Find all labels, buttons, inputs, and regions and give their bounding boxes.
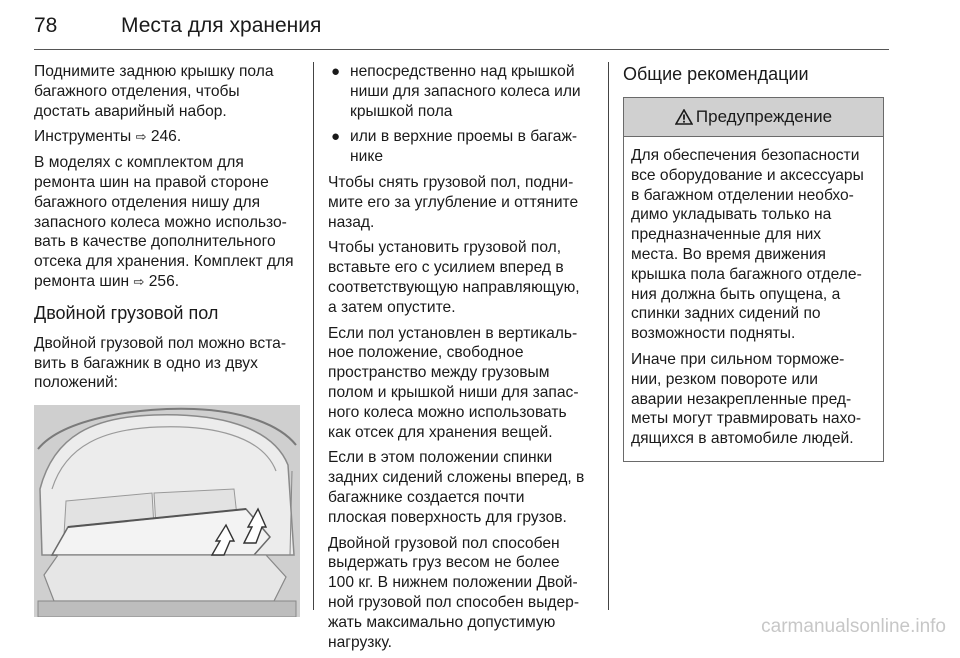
warning-body: [624, 137, 883, 461]
page-header: [34, 10, 889, 50]
tools-reference: Инструменты ⇨ 246.: [34, 128, 182, 146]
page-link[interactable]: 246.: [150, 128, 182, 146]
paragraph: Двойной грузовой пол способен выдержать груз весом не более 100 кг. В нижнем положении Двой- ной грузовой пол способен выдер- жать максимально допустимую нагрузку.: [328, 534, 580, 651]
list-item: ● непосредственно над крышкой ниши для запасного колеса или крышкой пола: [331, 63, 581, 120]
page-number: 78: [34, 14, 58, 37]
page-link[interactable]: 256.: [148, 272, 180, 290]
paragraph: Для обеспечения безопасности все оборудование и аксессуары в багажном отделении необхо- димо укладывать только на предназначенные для них места. Во время движения крышка пола багажного отделе- ния должна быть опущена, а спинки задних сидений по возможности подняты.: [631, 147, 864, 343]
watermark: carmanualsonline.info: [761, 616, 946, 637]
column-middle: [328, 62, 600, 658]
warning-title: Предупреждение: [695, 107, 833, 127]
paragraph: В моделях с комплектом для ремонта шин на правой стороне багажного отделения нишу для запасного колеса можно использо- вать в качестве дополнительного отсека для хранения. Комплект для ремонта шин ⇨ 256.: [34, 154, 294, 290]
paragraph: Чтобы снять грузовой пол, подни- мите его за углубление и оттяните назад.: [328, 173, 579, 231]
arrow-reference-icon: ⇨: [133, 273, 145, 289]
paragraph: Если пол установлен в вертикаль- ное положение, свободное пространство между грузовым полом и крышкой ниши для запас- ного колеса можно использовать как отсек для хранения вещей.: [328, 324, 579, 441]
arrow-reference-icon: ⇨: [135, 129, 147, 145]
paragraph: Двойной грузовой пол можно вста- вить в багажник в одно из двух положений:: [34, 334, 287, 392]
column-divider: [608, 62, 609, 610]
column-left: [34, 62, 302, 617]
warning-header: [624, 98, 883, 137]
warning-triangle-icon: [675, 109, 693, 125]
column-right: [623, 62, 885, 462]
trunk-double-cargo-floor-illustration: [34, 405, 300, 617]
bullet-icon: ●: [331, 128, 341, 146]
paragraph: Поднимите заднюю крышку пола багажного отделения, чтобы достать аварийный набор.: [34, 63, 274, 120]
header-divider: [34, 49, 889, 50]
paragraph: Чтобы установить грузовой пол, вставьте его с усилием вперед в соответствующую направляющую, а затем опустите.: [328, 239, 580, 316]
section-heading: Двойной грузовой пол: [34, 302, 219, 323]
list-item: ● или в верхние проемы в багаж- нике: [331, 128, 578, 166]
warning-box: [623, 97, 884, 462]
paragraph: Иначе при сильном торможе- нии, резком повороте или аварии незакрепленные пред- меты могут травмировать нахо- дящихся в автомобиле людей.: [631, 350, 862, 448]
section-heading: Общие рекомендации: [623, 64, 809, 84]
paragraph: Если в этом положении спинки задних сидений сложены вперед, в багажнике создается почти плоская поверхность для грузов.: [328, 449, 585, 526]
column-divider: [313, 62, 314, 610]
page-title: Места для хранения: [121, 14, 322, 37]
bullet-icon: ●: [331, 63, 341, 80]
